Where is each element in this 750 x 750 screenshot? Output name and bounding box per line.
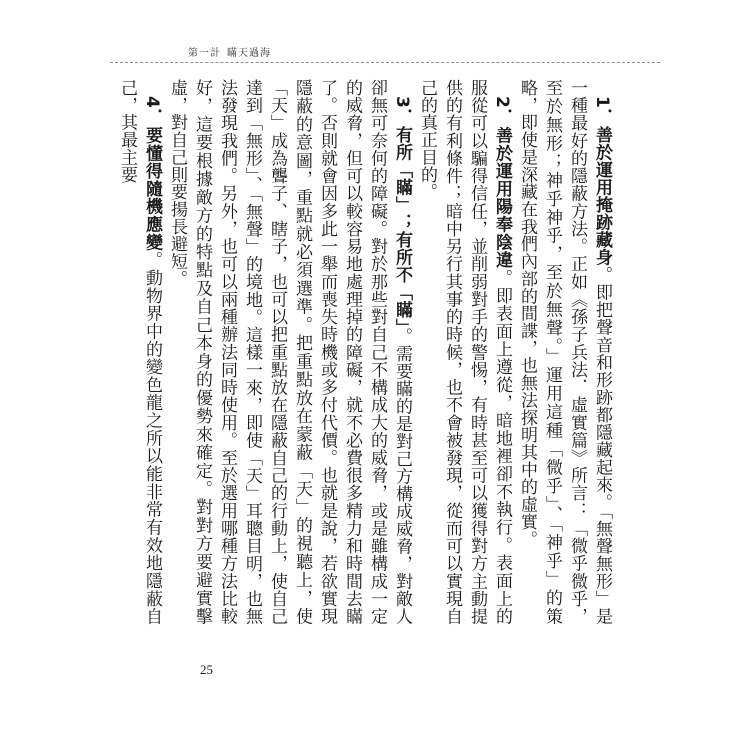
chapter-title: 瞞天過海 bbox=[227, 48, 271, 59]
paragraph-4 bbox=[114, 79, 164, 625]
chapter-label: 第一計 bbox=[188, 48, 221, 59]
paragraph-1 bbox=[514, 79, 614, 625]
paragraph-3-body: 。需要瞞的是對己方構成威脅，對敵人卻無可奈何的障礙。對於那些對自己不構成大的威脅，或是雖構成一定的威脅，但可以較容易地處理掉的障礙，就不必費很多精力和時間去瞞了。否則就會因多此一舉而喪失時機或多付代價。也就是說，若欲實現隱蔽的意圖，重點就必須選準。把重點放在蒙蔽「天」的視聽上，使「天」成為聾子、瞎子，也可以把重點放在隱蔽自己的行動上，使自己達到「無形」、「無聲」的境地。這樣一來，即使「天」耳聰目明，也無法發現我們。另外，也可以兩種辦法同時使用。至於選用哪種方法比較好，這要根據敵方的特點及自己本身的優勢來確定。對對方要避實擊虛，對自己則要揚長避短。 bbox=[167, 79, 412, 625]
paragraph-2-body: 。即表面上遵從，暗地裡卻不執行。表面上的服從可以騙得信任，並削弱對手的警惕，有時甚至可以獲得對方主動提供的有利條件；暗中另行其事的時候，也不會被發現，從而可以實現自己的真正目的。 bbox=[417, 79, 512, 625]
paragraph-2-heading: 2．善於運用陽奉陰違 bbox=[492, 96, 512, 270]
paragraph-4-heading: 4．要懂得隨機應變 bbox=[142, 96, 162, 252]
page-number: 25 bbox=[200, 662, 213, 677]
header-divider bbox=[110, 62, 660, 63]
paragraph-4-body: 。動物界中的變色龍之所以能非常有效地隱蔽自己，其最主要 bbox=[117, 79, 162, 625]
body-text bbox=[117, 79, 614, 625]
paragraph-1-body: 。即把聲音和形跡都隱藏起來。「無聲無形」是一種最好的隱蔽方法。正如《孫子兵法．虛實篇》所言：「微乎微乎，至於無形；神乎神乎，至於無聲。」運用這種「微乎」、「神乎」的策略，即使是深藏在我們內部的間諜，也無法探明其中的虛實。 bbox=[517, 79, 612, 625]
running-header bbox=[188, 44, 271, 59]
paragraph-3 bbox=[164, 79, 414, 625]
paragraph-2 bbox=[414, 79, 514, 625]
paragraph-3-heading: 3．有所「瞞」；有所不「瞞」 bbox=[392, 96, 412, 328]
paragraph-1-heading: 1．善於運用掩跡藏身 bbox=[592, 96, 612, 266]
